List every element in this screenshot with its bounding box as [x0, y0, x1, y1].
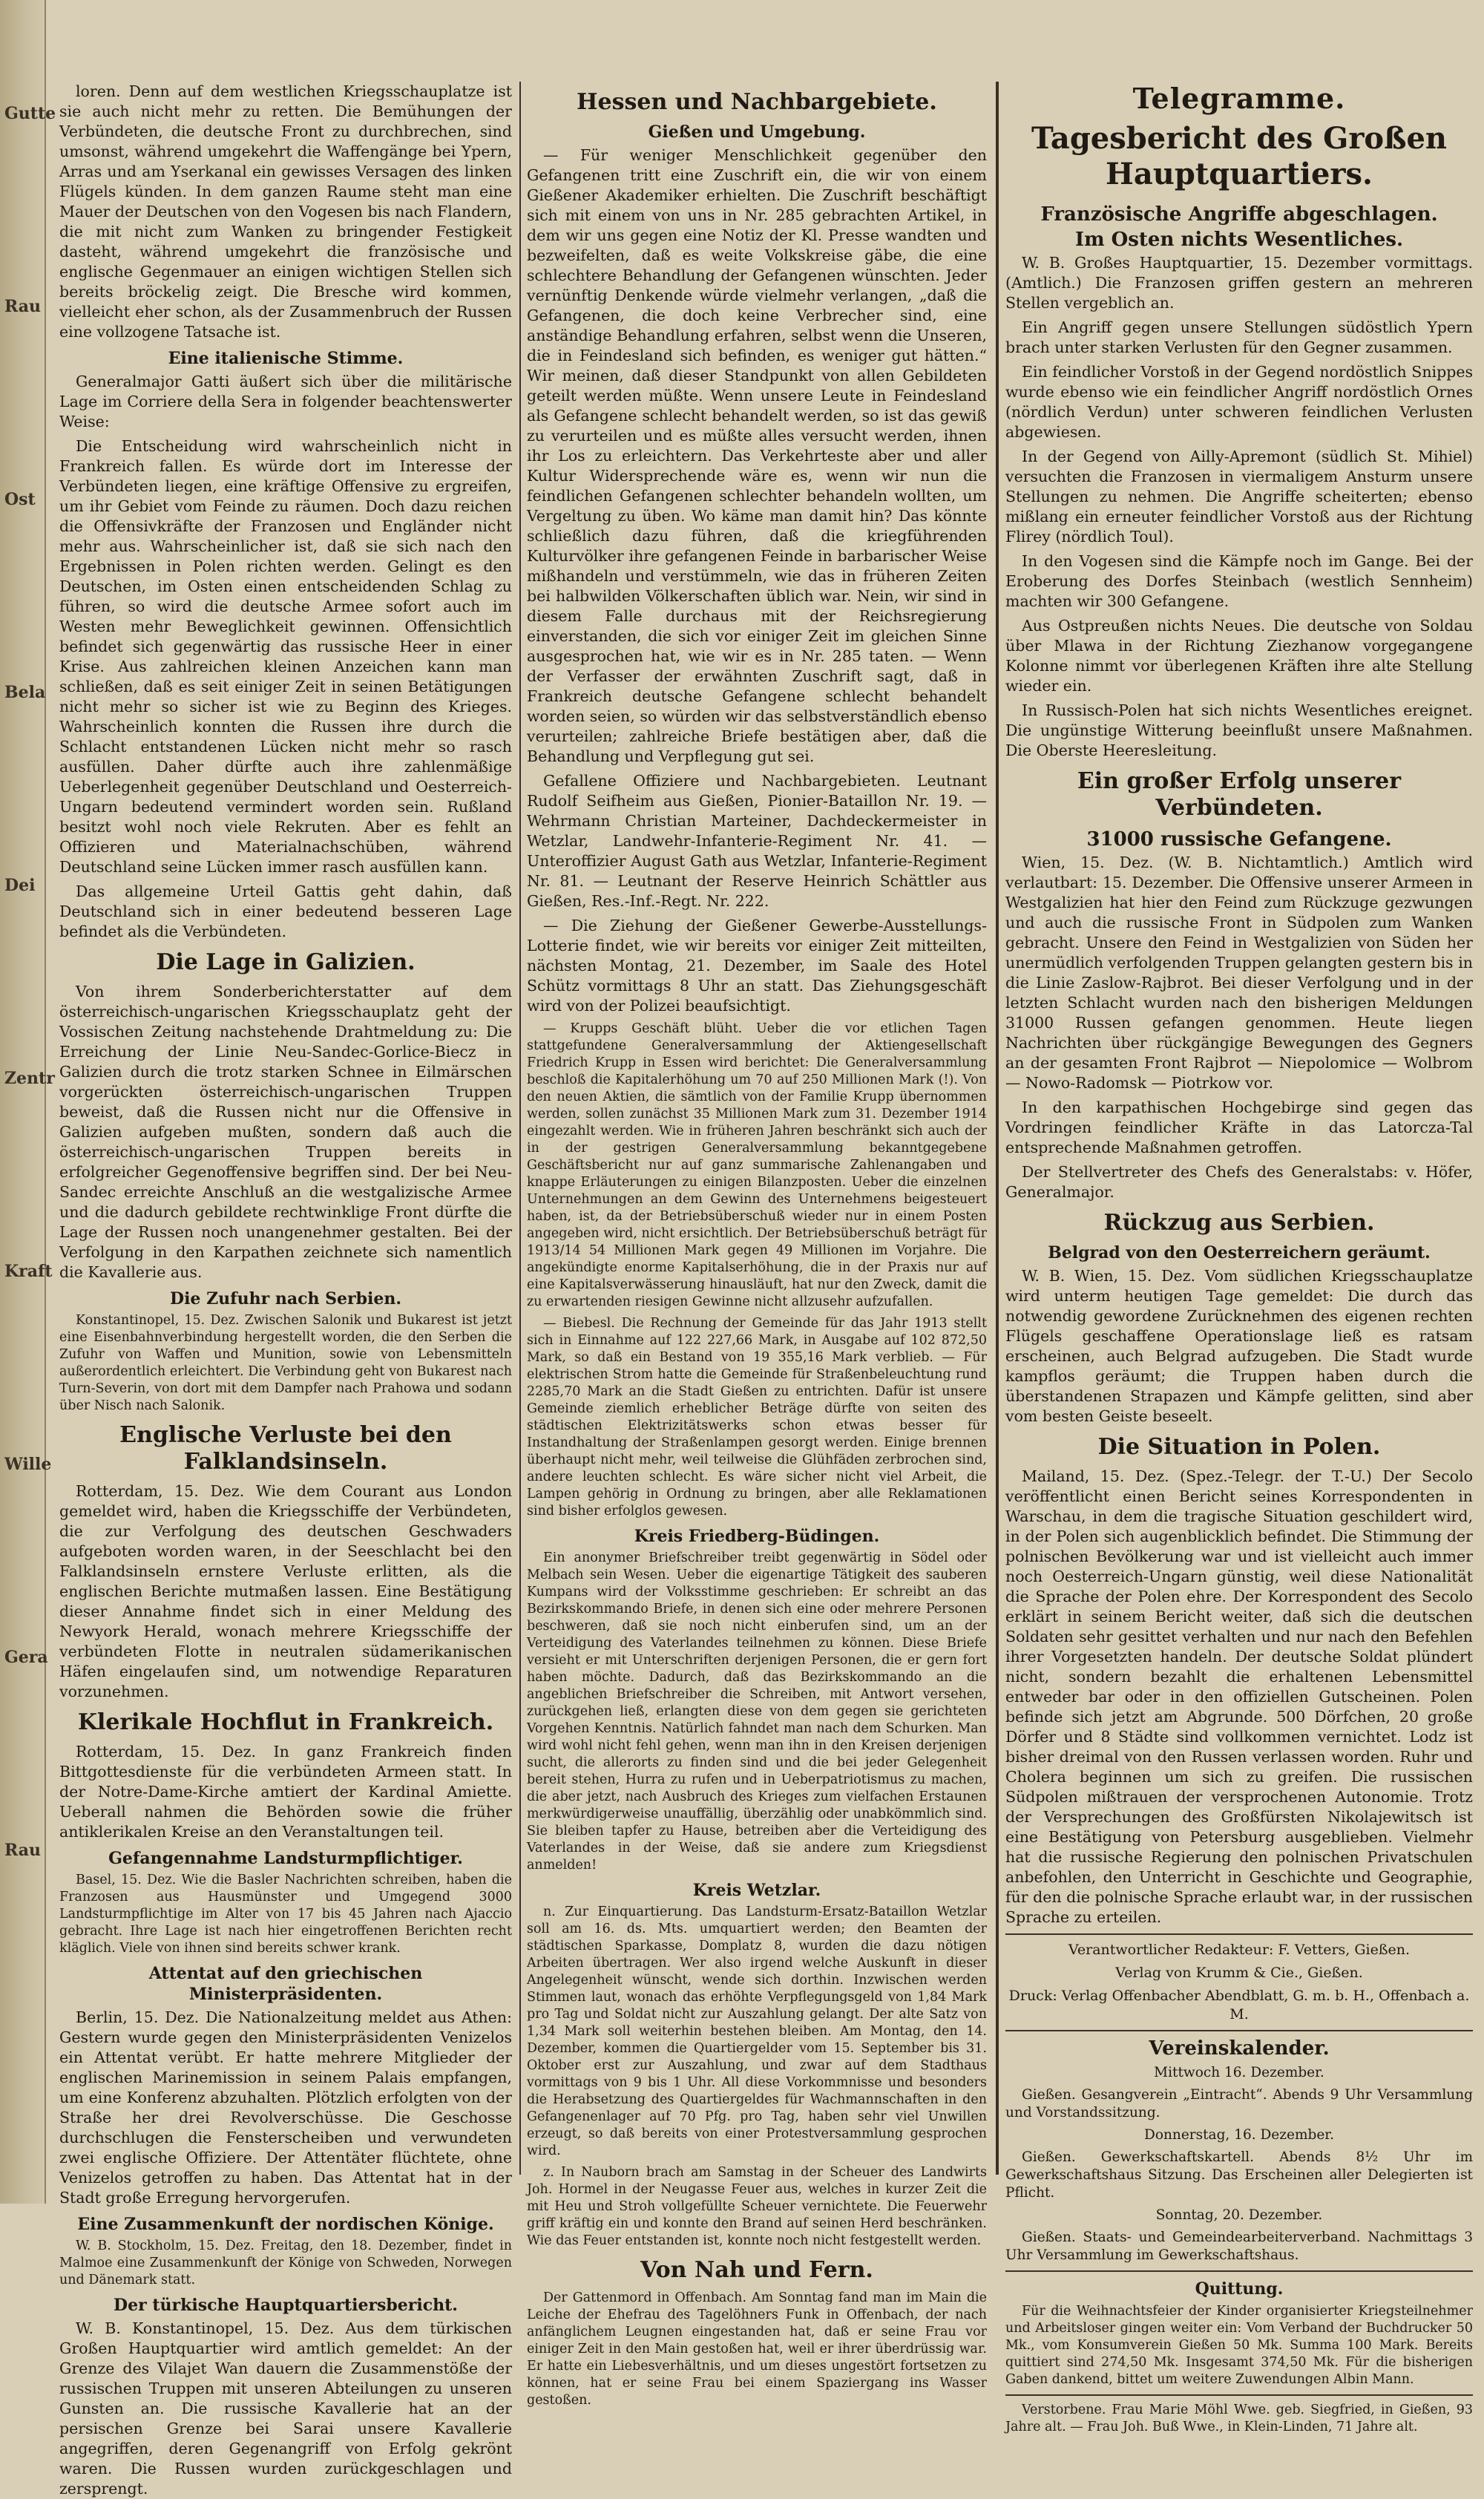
article-subheading: Gefangennahme Landsturmpflichtiger. — [108, 1849, 463, 1868]
article-subheading: Attentat auf den griechischen Ministerpräsidenten. — [148, 1964, 423, 2004]
article-paragraph: Generalmajor Gatti äußert sich über die militärische Lage im Corriere della Sera in folgender beachtenswerter Weise: — [59, 373, 512, 430]
article-paragraph: z. In Nauborn brach am Samstag in der Scheuer des Landwirts Joh. Hormel in der Neugasse Feuer aus, welches in kurzer Zeit die mit Heu und Stroh vollgefüllte Scheuer vernichtete. Die Feuerwehr griff kräftig ein und konnte den Brand auf seinen Herd beschränken. Wie das Feuer entstanden ist, konnte noch nicht festgestellt werden. — [527, 2165, 987, 2248]
article-subheading: Der türkische Hauptquartiersbericht. — [114, 2296, 458, 2315]
imprint-line: Druck: Verlag Offenbacher Abendblatt, G. m. b. H., Offenbach a. M. — [1008, 1988, 1470, 2023]
report-paragraph: Der Stellvertreter des Chefs des Generalstabs: v. Höfer, Generalmajor. — [1005, 1163, 1473, 1201]
margin-fragment: Bela — [4, 683, 46, 702]
article-paragraph: Ein anonymer Briefschreiber treibt gegenwärtig in Södel oder Melbach sein Wesen. Ueber die eigenartige Tätigkeit des sauberen Kumpans wird der Volksstimme geschrieben: Er schreibt an das Bezirkskommando Briefe, in denen sich eine oder mehrere Personen beschweren, daß sie noch nicht einberufen sind, um an der Verteidigung des Vaterlandes teilnehmen zu können. Diese Briefe versieht er mit Unterschriften derjenigen Personen, die er gern fort haben möchte. Dadurch, daß das Bezirkskommando an die angeblichen Briefschreiber die Schreiben, mit Antwort versehen, zurückgehen ließ, erlangten diese von dem gegen sie gerichteten Vorgehen Kenntnis. Natürlich fahndet man nach dem Schurken. Man wird wohl nicht fehl gehen, wenn man ihn in den Kreisen derjenigen sucht, die allerorts zu finden sind und die bei jeder Gelegenheit bereit stehen, Hurra zu rufen und in Ueberpatriotismus zu machen, die aber jetzt, nach Ausbruch des Krieges zum vielfachen Erstaunen merkwürdigerweise unauffällig, überzählig oder unabkömmlich sind. Sie bleiben tapfer zu Hause, betreiben aber die Verteidigung des Vaterlandes in der Weise, daß sie andere zum Kriegsdienst anmelden! — [527, 1550, 987, 1873]
article-paragraph: W. B. Konstantinopel, 15. Dez. Aus dem türkischen Großen Hauptquartier wird amtlich gemeldet: An der Grenze des Vilajet Wan dauern die Zusammenstöße der russischen Truppen mit unseren Abteilungen zu unseren Gunsten an. Die russische Kavallerie hat an der persischen Grenze bei Sarai unsere Kavallerie angegriffen, deren Gegenangriff von Erfolg gekrönt waren. Die Russen wurden zurückgeschlagen und zersprengt. — [59, 2319, 512, 2498]
report-paragraph: Aus Ostpreußen nichts Neues. Die deutsche von Soldau über Mlawa in der Richtung Ziezhanow vorgegangene Kolonne nimmt vor überlegenen Kräften ihre alte Stellung wieder ein. — [1005, 617, 1473, 695]
hq-report-body — [1005, 253, 1473, 761]
calendar-entry — [1005, 2126, 1473, 2202]
article-paragraph: Rotterdam, 15. Dez. In ganz Frankreich finden Bittgottesdienste für die verbündeten Armeen statt. In der Notre-Dame-Kirche amtiert der Kardinal Amiette. Ueberall nahmen die Behörden sowie die früher antiklerikalen Kreise an den Veranstaltungen teil. — [59, 1743, 512, 1841]
article-paragraph: n. Zur Einquartierung. Das Landsturm-Ersatz-Bataillon Wetzlar soll am 16. ds. Mts. umquartiert werden; den Beamten der städtischen Sparkasse, Domplatz 8, wurden die dazu nötigen Arbeiten übertragen. Wer also irgend welche Auskunft in dieser Angelegenheit wünscht, wende sich dorthin. Inzwischen werden Stimmen laut, wonach das erhöhte Verpflegungsgeld von 1,84 Mark pro Tag und Soldat nicht zur Auszahlung gelangt. Der alte Satz von 1,34 Mark soll weiterhin bestehen bleiben. Am Montag, den 14. Dezember, kommen die Quartiergelder vom 15. September bis 31. Oktober erst zur Auszahlung, und zwar auf dem Stadthaus vormittags von 9 bis 1 Uhr. All diese Vorkommnisse und besonders die Herabsetzung des Quartiergeldes für Wachmannschaften in den Gefangenenlager auf 70 Pfg. pro Tag, haben sehr viel Unwillen erzeugt, so daß bereits von einer Protestversammlung gesprochen wird. — [527, 1904, 987, 2158]
erfolg-subheading: 31000 russische Gefangene. — [1086, 828, 1392, 851]
article-paragraph: Gefallene Offiziere und Nachbargebieten. Leutnant Rudolf Seifheim aus Gießen, Pionier-Bataillon Nr. 19. — Wehrmann Christian Marteiner, Dachdeckermeister in Wetzlar, Landwehr-Infanterie-Regiment Nr. 41. — Unteroffizier August Gath aus Wetzlar, Infanterie-Regiment Nr. 81. — Leutnant der Reserve Heinrich Schättler aus Gießen, Res.-Inf.-Regt. Nr. 222. — [527, 772, 987, 910]
article-paragraph: Konstantinopel, 15. Dez. Zwischen Salonik und Bukarest ist jetzt eine Eisenbahnverbindung hergestellt worden, die den Serben die Zufuhr von Waffen und Munition, sowie von Lebensmitteln außerordentlich erleichtert. Die Verbindung geht von Bukarest nach Turn-Severin, von dort mit dem Dampfer nach Prahowa und sodann über Nisch nach Salonik. — [59, 1313, 512, 1413]
margin-fragment: Dei — [4, 876, 36, 895]
article-paragraph: Basel, 15. Dez. Wie die Basler Nachrichten schreiben, haben die Franzosen aus Hausmünster und Umgegend 3000 Landsturmpflichtige im Alter von 17 bis 45 Jahren nach Ajaccio gebracht. Ihre Lage ist nach hier eingetroffenen Berichten recht kläglich. Viele von ihnen sind bereits schwer krank. — [59, 1873, 512, 1956]
margin-fragment: Wille — [4, 1455, 52, 1474]
report-paragraph: In den karpathischen Hochgebirge sind gegen das Vordringen feindlicher Kräfte in das Latorcza-Tal entsprechende Maßnahmen getroffen. — [1005, 1098, 1473, 1156]
rueckzug-subheading: Belgrad von den Oesterreichern geräumt. — [1048, 1243, 1431, 1262]
divider — [1005, 2030, 1473, 2031]
rueckzug-paragraph: W. B. Wien, 15. Dez. Vom südlichen Kriegsschauplatze wird unterm heutigen Tage gemeldet: Die durch das notwendig gewordene Zurücknehmen des eigenen rechten Flügels geschaffene Operationslage ließ es ratsam erscheinen, auch Belgrad aufzugeben. Die Stadt wurde kampflos geräumt; die Truppen haben durch die überstandenen Strapazen und Kämpfe gelitten, sind aber vom besten Geiste beseelt. — [1005, 1267, 1473, 1425]
article-heading: Englische Verluste bei den Falklandsinseln. — [119, 1422, 452, 1475]
report-paragraph: W. B. Großes Hauptquartier, 15. Dezember vormittags. (Amtlich.) Die Franzosen griffen gestern an mehreren Stellen vergeblich an. — [1005, 254, 1473, 312]
article-heading: Die Lage in Galizien. — [156, 949, 416, 975]
article-paragraph: Berlin, 15. Dez. Die Nationalzeitung meldet aus Athen: Gestern wurde gegen den Ministerpräsidenten Venizelos ein Attentat verübt. Er hatte mehrere Mitglieder der englischen Marinemission in seinem Palais empfangen, um eine Konferenz abzuhalten. Plötzlich erfolgten von der Straße her drei Revolverschüsse. Die Geschosse durchschlugen die Fensterscheiben und verwundeten zwei englische Offiziere. Der Attentäter flüchtete, ohne Venizelos getroffen zu haben. Das Attentat hat in der Stadt große Erregung hervorgerufen. — [59, 2008, 512, 2207]
calendar-text: Gießen. Gesangverein „Eintracht“. Abends 9 Uhr Versammlung und Vorstandssitzung. — [1005, 2087, 1473, 2120]
article-subheading: Eine Zusammenkunft der nordischen Könige. — [77, 2215, 494, 2234]
newspaper-page — [59, 82, 1473, 2498]
calendar-entry — [1005, 2207, 1473, 2264]
hq-report-heading: Tagesbericht des Großen Hauptquartiers. — [1031, 121, 1448, 191]
article-paragraph: Rotterdam, 15. Dez. Wie dem Courant aus London gemeldet wird, haben die Kriegsschiffe der Verbündeten, die zur Verfolgung des deutschen Geschwaders aufgeboten worden waren, in der Seeschlacht bei den Falklandsinseln ernstere Verluste erlitten, als die englischen Berichte mutmaßen lassen. Eine Bestätigung dieser Annahme findet sich in einer Meldung des Newyork Herald, wonach mehrere Kriegsschiffe der verbündeten Flotte in neutralen südamerikanischen Häfen eingelaufen sind, um notwendige Reparaturen vorzunehmen. — [59, 1482, 512, 1700]
article-paragraph: — Biebesl. Die Rechnung der Gemeinde für das Jahr 1913 stellt sich in Einnahme auf 122 227,66 Mark, in Ausgabe auf 102 872,50 Mark, so daß ein Bestand von 19 355,16 Mark verblieb. — Für elektrischen Strom hatte die Gemeinde für Straßenbeleuchtung rund 2285,70 Mark an die Stadt Gießen zu entrichten. Dafür ist unsere Gemeinde ziemlich erheblicher Beträge dürfte von seiten des städtischen Elektrizitätswerks schon etwas besser für Instandhaltung der Straßenlampen gesorgt werden. Einige brennen überhaupt nicht mehr, weil teilweise die Glühfäden zerbrochen sind, andere leuchten schlecht. Es wäre sicher nicht viel Arbeit, die Lampen gehörig in Ordnung zu bringen, aber alle Reklamationen sind bisher erfolglos gewesen. — [527, 1316, 987, 1519]
column-left — [59, 82, 512, 2498]
quittung-heading: Quittung. — [1195, 2279, 1284, 2299]
divider — [1005, 1933, 1473, 1935]
article-paragraph: Von ihrem Sonderberichterstatter auf dem österreichisch-ungarischen Kriegsschauplatz geht der Vossischen Zeitung nachstehende Drahtmeldung zu: Die Erreichung der Linie Neu-Sandec-Gorlice-Biecz in Galizien durch die trotz starken Schnee in Eilmärschen vorgerückten österreichisch-ungarischen Truppen beweist, daß die Russen nicht nur die Offensive in Galizien aufgeben mußten, sondern daß auch die österreichisch-ungarischen Truppen bereits in erfolgreicher Gegenoffensive begriffen sind. Der bei Neu-Sandec erreichte Anschluß an die westgalizische Armee und die dadurch gebildete rechtwinklige Front dürfte die Lage der Russen noch unangenehmer gestalten. Bei der Verfolgung in den Karpathen zeichnete sich namentlich die Kavallerie aus. — [59, 983, 512, 1281]
column-right — [1005, 82, 1473, 2434]
article-paragraph: W. B. Stockholm, 15. Dez. Freitag, den 18. Dezember, findet in Malmoe eine Zusammenkunft der Könige von Schweden, Norwegen und Dänemark statt. — [59, 2238, 512, 2287]
obituary-paragraph: Verstorbene. Frau Marie Möhl Wwe. geb. Siegfried, in Gießen, 93 Jahre alt. — Frau Joh. Buß Wwe., in Klein-Linden, 71 Jahre alt. — [1005, 2403, 1473, 2434]
article-paragraph: loren. Denn auf dem westlichen Kriegsschauplatze ist sie auch nicht mehr zu retten. Die Bemühungen der Verbündeten, die deutsche Front zu durchbrechen, sind umsonst, während umgekehrt die Waffengänge bei Ypern, Arras und am Yserkanal ein gewisses Versagen des linken Flügels künden. In dem ganzen Raume steht man eine Mauer der Deutschen von den Vogesen bis nach Flandern, die mit nicht zum Wanken zu bringender Festigkeit dasteht, während umgekehrt die französische und englische Gegenmauer an einigen wichtigen Stellen sich bereits bröckelig zeigt. Die Bresche wird kommen, vielleicht eher schon, als der Zusammenbruch der Russen eine vollzogene Tatsache ist. — [59, 82, 512, 341]
margin-fragment: Zentr — [4, 1069, 55, 1088]
article-subheading: Die Zufuhr nach Serbien. — [169, 1289, 402, 1309]
imprint-line: Verantwortlicher Redakteur: F. Vetters, Gießen. — [1068, 1942, 1411, 1958]
report-paragraph: In Russisch-Polen hat sich nichts Wesentliches ereignet. Die ungünstige Witterung beeinflußt unsere Maßnahmen. Die Oberste Heeresleitung. — [1005, 701, 1473, 759]
adjacent-page-edge — [0, 0, 56, 2204]
polen-heading: Die Situation in Polen. — [1097, 1434, 1381, 1460]
divider — [1005, 2394, 1473, 2396]
article-paragraph: Das allgemeine Urteil Gattis geht dahin, daß Deutschland sich in einer bedeutend besseren Lage befindet als die Verbündeten. — [59, 882, 512, 940]
column-middle — [527, 82, 987, 2408]
erfolg-heading: Ein großer Erfolg unserer Verbündeten. — [1077, 768, 1402, 821]
margin-fragment: Rau — [4, 1841, 42, 1860]
report-paragraph: In der Gegend von Ailly-Apremont (südlich St. Mihiel) versuchten die Franzosen in viermaligem Ansturm unsere Stellungen zu nehmen. Die Angriffe scheiterten; ebenso mißlang ein erneuter feindlicher Vorstoß aus der Richtung Flirey (nördlich Toul). — [1005, 448, 1473, 546]
margin-fragment: Gutte — [4, 104, 56, 123]
article-paragraph: — Die Ziehung der Gießener Gewerbe-Ausstellungs-Lotterie findet, wie wir bereits vor einiger Zeit mitteilten, nächsten Montag, 21. Dezember, im Saale des Hotel Schütz vormittags 8 Uhr an statt. Das Ziehungsgeschäft wird von der Polizei beaufsichtigt. — [527, 917, 987, 1015]
hq-subheading-1: Französische Angriffe abgeschlagen. — [1040, 203, 1438, 226]
article-subheading: Eine italienische Stimme. — [168, 349, 404, 368]
calendar-date: Donnerstag, 16. Dezember. — [1144, 2127, 1334, 2143]
column-rule — [519, 82, 521, 2175]
divider — [1005, 2270, 1473, 2272]
margin-fragment: Rau — [4, 297, 42, 316]
report-paragraph: Ein Angriff gegen unsere Stellungen südöstlich Ypern brach unter starken Verlusten für den Gegner zusammen. — [1005, 318, 1473, 356]
article-subheading: Kreis Wetzlar. — [692, 1881, 821, 1900]
article-heading: Von Nah und Fern. — [640, 2257, 873, 2283]
article-heading: Klerikale Hochflut in Frankreich. — [77, 1709, 494, 1735]
polen-paragraph: Mailand, 15. Dez. (Spez.-Telegr. der T.-U.) Der Secolo veröffentlicht einen Bericht seines Korrespondenten in Warschau, in dem die tragische Situation geschildert wird, in der Polen sich augenblicklich befindet. Die Stimmung der polnischen Bevölkerung war und ist vielleicht auch immer noch Oesterreich-Ungarn günstig, weil diese Nationalität die Sprache der Polen ehre. Der Korrespondent des Secolo erklärt in seinem Bericht weiter, daß sich die deutschen Soldaten sehr gesittet verhalten und nur nach den Befehlen ihrer Vorgesetzten handeln. Der deutsche Soldat plündert nicht, sondern bezahlt die erhaltenen Lebensmittel entweder bar oder in den offiziellen Gutscheinen. Polen befinde sich jetzt am Abgrunde. 500 Dörfchen, 20 große Dörfer und 8 Städte sind vollkommen vernichtet. Lodz ist bisher dreimal von den Russen verlassen worden. Ruhr und Cholera beginnen um sich zu greifen. Die russischen Südpolen mißtrauen der versprochenen Autonomie. Trotz der Versprechungen des Großfürsten Nikolajewitsch ist eine Bestätigung von Petersburg ausgeblieben. Vielmehr hat die russische Regierung den polnischen Privatschulen anbefohlen, den Unterricht in Geschichte und Geographie, für den die polnische Sprache erlaubt war, in der russischen Sprache zu erteilen. — [1005, 1467, 1473, 1926]
article-paragraph: Der Gattenmord in Offenbach. Am Sonntag fand man im Main die Leiche der Ehefrau des Tagelöhners Funk in Offenbach, der nach anfänglichem Leugnen eingestanden hat, daß er seine Frau vor einiger Zeit in den Main gestoßen hat, weil er ihrer überdrüssig war. Er hatte ein Liebesverhältnis, und um dieses ungestört fortsetzen zu können, hat er seine Frau bei einem Spaziergang ins Wasser gestoßen. — [527, 2290, 987, 2408]
hq-subheading-2: Im Osten nichts Wesentliches. — [1074, 229, 1404, 251]
telegramme-heading: Telegramme. — [1132, 82, 1346, 115]
report-paragraph: Wien, 15. Dez. (W. B. Nichtamtlich.) Amtlich wird verlautbart: 15. Dezember. Die Offensive unserer Armeen in Westgalizien hat hier den Feind zum Rückzuge gezwungen und auch die russische Front in Südpolen zum Wanken gebracht. Unsere den Feind in Westgalizien von Süden her unermüdlich verfolgenden Truppen gelangten gestern bis in die Linie Zaslow-Rajbrot. Bei dieser Verfolgung und in der letzten Schlacht wurden nach den bisherigen Meldungen 31000 Russen gefangen genommen. Heute liegen Nachrichten über rückgängige Bewegungen des Gegners an der gesamten Front Rajbrot — Niepolomice — Wolbrom — Nowo-Radomsk — Piotrkow vor. — [1005, 854, 1473, 1092]
imprint — [1005, 1941, 1473, 2024]
article-subheading: Kreis Friedberg-Büdingen. — [634, 1527, 880, 1546]
quittung-paragraph: Für die Weihnachtsfeier der Kinder organisierter Kriegsteilnehmer und Arbeitsloser gingen weiter ein: Vom Verband der Buchdrucker 50 Mk., vom Konsumverein Gießen 50 Mk. Summa 100 Mark. Bereits quittiert sind 274,50 Mk. Insgesamt 374,50 Mk. Für die bisherigen Gaben dankend, bittet um weitere Zuwendungen Albin Mann. — [1005, 2304, 1473, 2387]
calendar-text: Gießen. Gewerkschaftskartell. Abends 8½ Uhr im Gewerkschaftshaus Sitzung. Das Erscheinen aller Delegierten ist Pflicht. — [1005, 2149, 1473, 2201]
imprint-line: Verlag von Krumm & Cie., Gießen. — [1115, 1965, 1363, 1981]
calendar-entry — [1005, 2064, 1473, 2122]
article-paragraph: — Krupps Geschäft blüht. Ueber die vor etlichen Tagen stattgefundene Generalversammlung der Aktiengesellschaft Friedrich Krupp in Essen wird berichtet: Die Generalversammlung beschloß die Kapitalerhöhung um 70 auf 250 Millionen Mark (!). Von den neuen Aktien, die sämtlich von der Familie Krupp übernommen werden, sollen zunächst 35 Millionen Mark zum 31. Dezember 1914 eingezahlt werden. Wie in früheren Jahren beschränkt sich auch der in der gestrigen Generalversammlung bekanntgegebene Geschäftsbericht nur auf ganz summarische Zahlenangaben und knappe Erläuterungen zu einigen Bilanzposten. Ueber die einzelnen Unternehmungen an dem Gewinn des Unternehmens beigesteuert haben, ist, da der Betriebsüberschuß wieder nur in einem Posten angegeben wird, nicht ersichtlich. Der Betriebsüberschuß beträgt für 1913/14 54 Millionen Mark gegen 49 Millionen im Vorjahre. Die angekündigte enorme Kapitalserhöhung, die in der Praxis nur auf eine Kapitalsverwässerung hinausläuft, hat nur den Zweck, damit die zu erwartenden riesigen Gewinne nicht allzusehr aufzufallen. — [527, 1021, 987, 1309]
erfolg-body — [1005, 853, 1473, 1202]
margin-fragment: Ost — [4, 490, 36, 509]
calendar-date: Mittwoch 16. Dezember. — [1154, 2065, 1324, 2080]
article-heading: Hessen und Nachbargebiete. — [577, 89, 937, 115]
rueckzug-heading: Rückzug aus Serbien. — [1103, 1210, 1375, 1236]
margin-fragment: Kraft — [4, 1262, 53, 1281]
report-paragraph: In den Vogesen sind die Kämpfe noch im Gange. Bei der Eroberung des Dorfes Steinbach (westlich Sennheim) machten wir 300 Gefangene. — [1005, 552, 1473, 610]
margin-fragment: Gera — [4, 1648, 48, 1667]
article-paragraph: — Für weniger Menschlichkeit gegenüber den Gefangenen tritt eine Zuschrift ein, die wir von einem Gießener Akademiker erhielten. Die Zuschrift beschäftigt sich mit einem von uns in Nr. 285 gebrachten Artikel, in dem wir uns gegen eine Notiz der Kl. Presse wandten und bezweifelten, daß es weite Volkskreise gäbe, die eine schlechtere Behandlung der Gefangenen wünschten. Jeder vernünftig Denkende würde vielmehr verlangen, „daß die Gefangenen, die doch keine Verbrecher sind, eine anständige Behandlung erfahren, selbst wenn die Unseren, die in Feindesland sich befinden, es weniger gut hätten.“ Wir meinen, daß dieser Standpunkt von allen Gebildeten geteilt werden müßte. Wenn unsere Leute in Feindesland als Gefangene schlecht behandelt werden, so ist das gewiß zu verurteilen und es müßte alles versucht werden, ihnen ihr Los zu erleichtern. Das Verkehrteste aber und aller Kultur Widersprechende wäre es, wenn wir nun die feindlichen Gefangenen schlechter behandeln wollten, um Vergeltung zu üben. Wo käme man damit hin? Das könnte schließlich dazu führen, daß die kriegführenden Kulturvölker ihre gefangenen Feinde in barbarischer Weise mißhandeln und verstümmeln, wie das in früheren Zeiten bei halbwilden Völkerschaften üblich war. Nein, wir sind in diesem Falle durchaus mit der Reichsregierung einverstanden, die sich vor einiger Zeit im gleichen Sinne ausgesprochen hat, wie wir es in Nr. 285 taten. — Wenn der Verfasser der erwähnten Zuschrift sagt, daß in Frankreich deutsche Gefangene schlecht behandelt worden seien, so würden wir das selbstverständlich ebenso verurteilen; zahlreiche Briefe bestätigen aber, daß die Behandlung und Verpflegung gut sei. — [527, 146, 987, 765]
report-paragraph: Ein feindlicher Vorstoß in der Gegend nordöstlich Snippes wurde ebenso wie ein feindlicher Angriff nordöstlich Ornes (nördlich Verdun) unter schweren feindlichen Verlusten abgewiesen. — [1005, 363, 1473, 441]
article-subheading: Gießen und Umgebung. — [648, 122, 866, 142]
calendar-date: Sonntag, 20. Dezember. — [1155, 2207, 1323, 2223]
article-paragraph: Die Entscheidung wird wahrscheinlich nicht in Frankreich fallen. Es würde dort im Interesse der Verbündeten liegen, eine kräftige Offensive zu ergreifen, um ihr Gebiet vom Feinde zu räumen. Doch dazu reichen die Offensivkräfte der Franzosen und Engländer nicht mehr aus. Wahrscheinlicher ist, daß sie sich nach den Ergebnissen in Polen richten werden. Gelingt es den Deutschen, im Osten einen entscheidenden Schlag zu führen, so wird die deutsche Armee sofort auch im Westen mehr Beweglichkeit gewinnen. Offensichtlich befindet sich gegenwärtig das russische Heer in einer Krise. Aus zahlreichen kleinen Anzeichen kann man schließen, daß es seit einiger Zeit in seinen Betätigungen nicht mehr so sicher ist wie zu Beginn des Krieges. Wahrscheinlich konnten die Russen ihre durch die Schlacht entstandenen Lücken nicht mehr so rasch ausfüllen. Daher dürfte auch ihre zahlenmäßige Ueberlegenheit gegenüber Deutschland und Oesterreich-Ungarn bedeutend vermindert worden sein. Rußland besitzt wohl noch viele Rekruten. Aber es fehlt an Offizieren und Materialnachschüben, während Deutschland seine Lücken immer rasch ausfüllen kann. — [59, 437, 512, 876]
calendar-text: Gießen. Staats- und Gemeindearbeiterverband. Nachmittags 3 Uhr Versammlung im Gewerkschaftshaus. — [1005, 2230, 1473, 2263]
vereinskalender-heading: Vereinskalender. — [1149, 2037, 1330, 2060]
column-rule — [996, 82, 999, 2175]
